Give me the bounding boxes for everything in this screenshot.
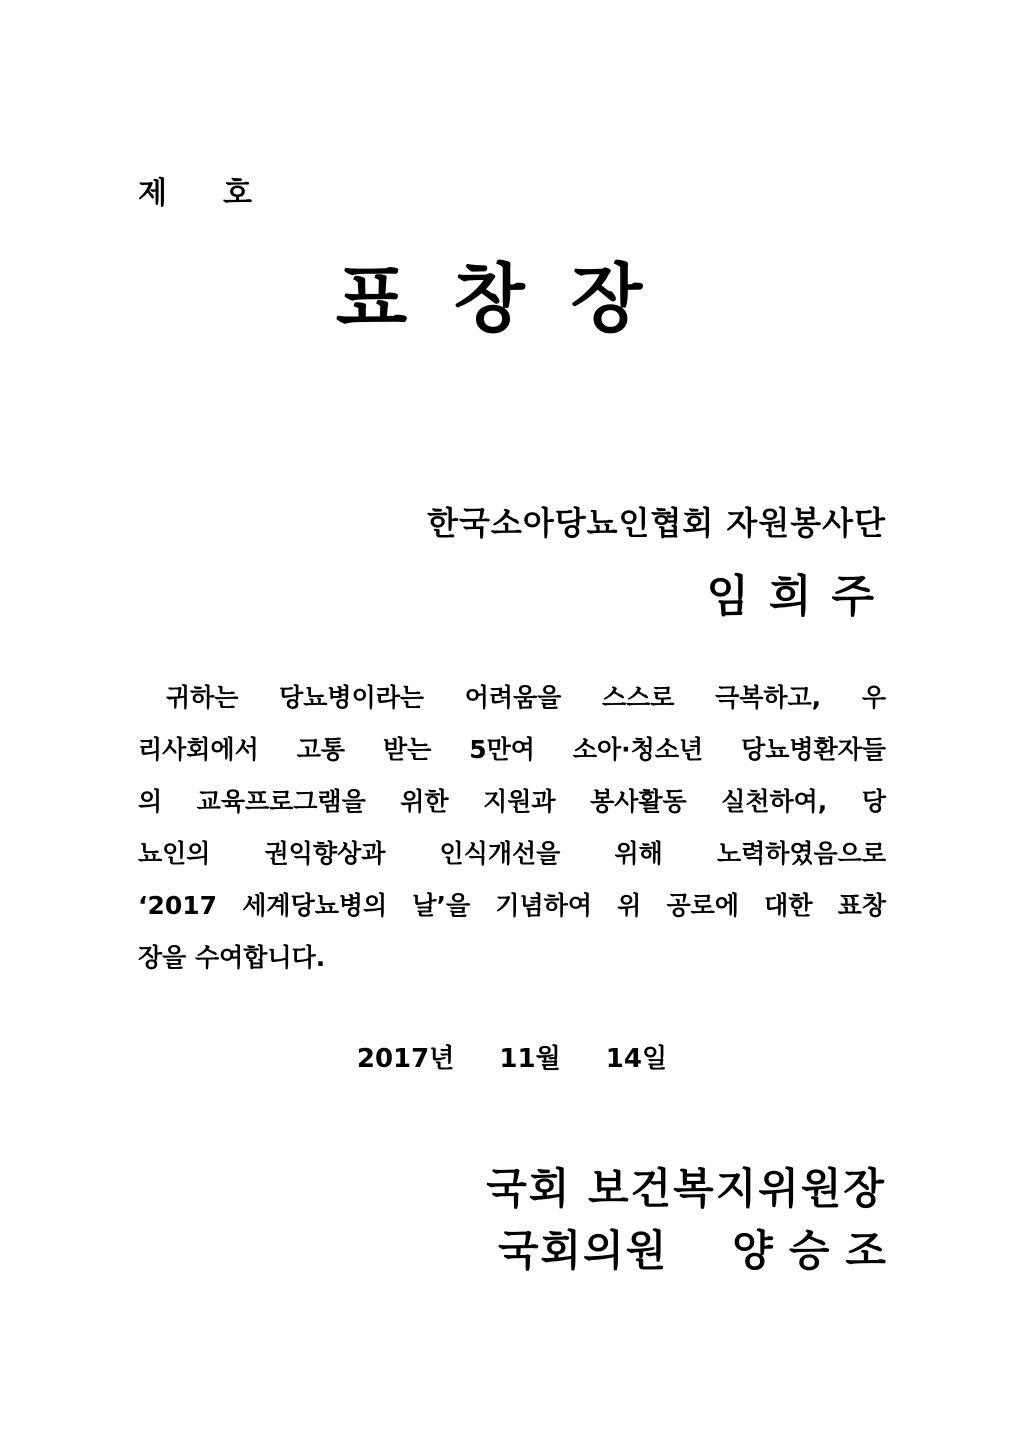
award-date-year: 2017년: [356, 1044, 455, 1074]
issuer-signature-line: [497, 1218, 902, 1278]
issuer-name: 양승조: [732, 1226, 902, 1275]
citation-emphasis: ‘2017 세계당뇨병의 날’: [138, 891, 447, 920]
issuer-title: 국회 보건복지위원장: [486, 1164, 886, 1213]
citation-text: [138, 672, 886, 984]
recipient-organization: 한국소아당뇨인협회 자원봉사단: [427, 504, 886, 542]
citation-line-5-rest: 을 기념하여 위 공로에 대한 표창: [446, 891, 886, 920]
document-number-prefix: 제: [138, 176, 167, 211]
citation-line-4: 뇨인의 권익향상과 인식개선을 위해 노력하였음으로: [138, 839, 886, 868]
award-date-day: 14일: [605, 1044, 668, 1074]
award-date: [0, 1038, 1024, 1075]
citation-line-1: 귀하는 당뇨병이라는 어려움을 스스로 극복하고, 우: [166, 683, 886, 712]
citation-line-2: 리사회에서 고통 받는 5만여 소아·청소년 당뇨병환자들: [138, 735, 886, 764]
award-title: 표창장: [335, 256, 689, 342]
award-date-month: 11월: [499, 1044, 561, 1074]
citation-line-3: 의 교육프로그램을 위한 지원과 봉사활동 실천하여, 당: [138, 787, 886, 816]
citation-line-5: [138, 880, 886, 932]
issuer-role: 국회의원: [497, 1226, 669, 1275]
document-number-suffix: 호: [222, 176, 252, 211]
recipient-name: 임희주: [706, 571, 894, 622]
document-number-blank: [167, 168, 223, 212]
citation-line-6: 장을 수여합니다.: [138, 943, 326, 972]
document-number: [138, 168, 252, 212]
